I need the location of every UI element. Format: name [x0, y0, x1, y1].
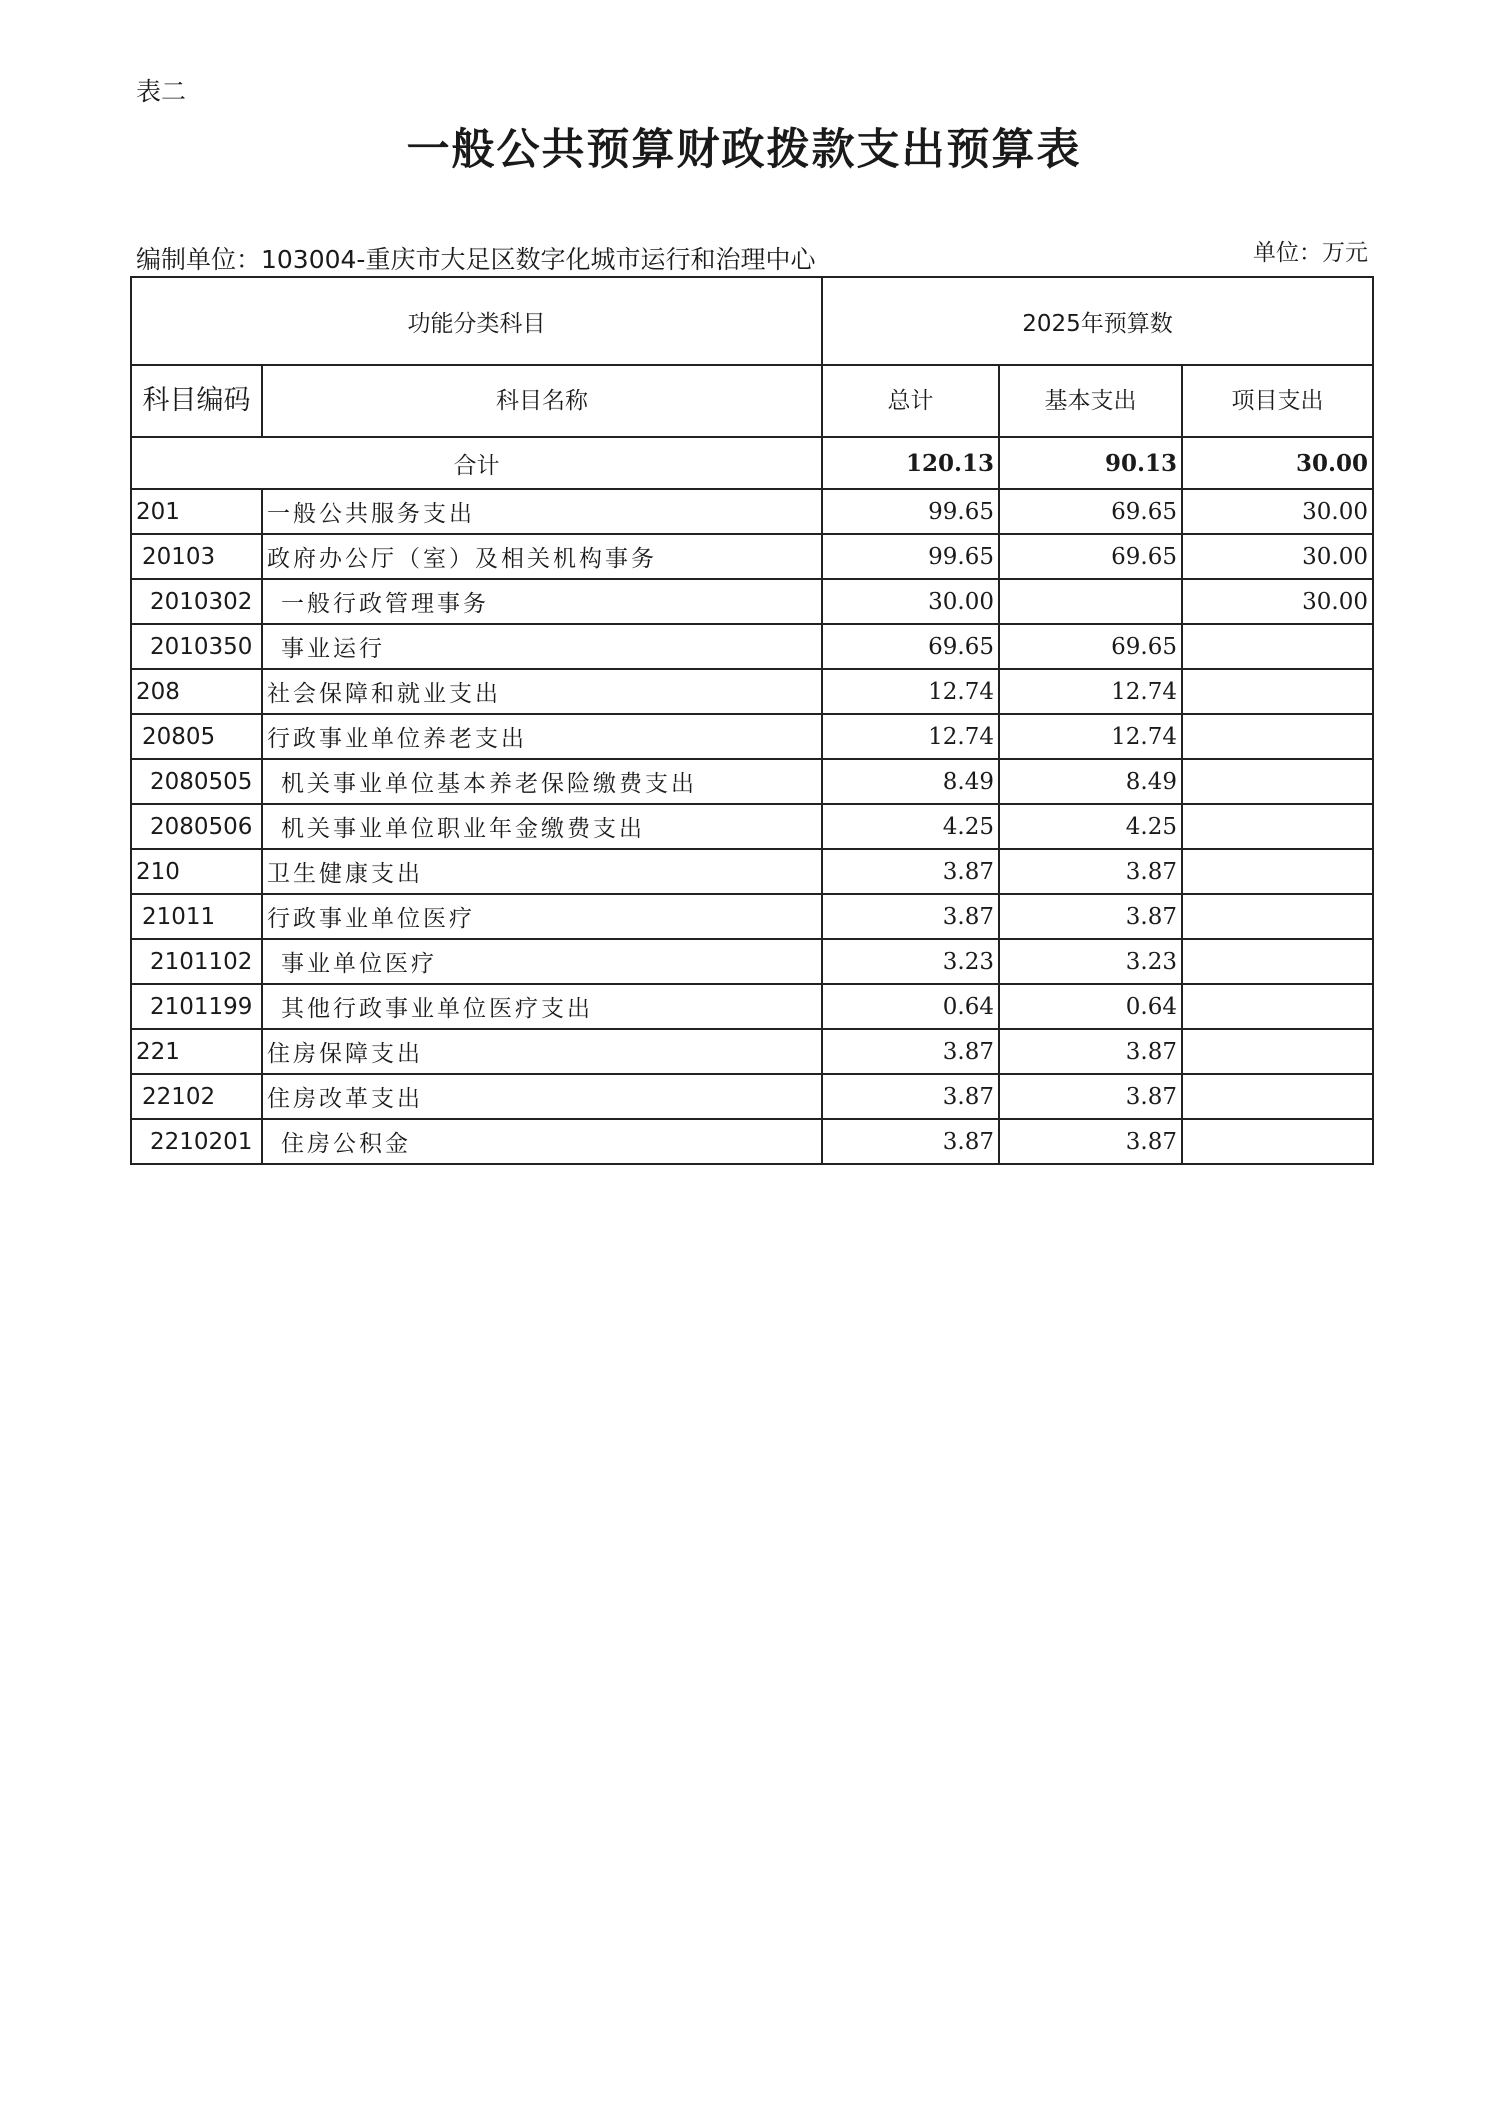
- row-total: 0.64: [822, 984, 999, 1029]
- row-total: 30.00: [822, 579, 999, 624]
- row-project: [1182, 714, 1373, 759]
- row-code: 20805: [131, 714, 262, 759]
- row-basic: 69.65: [999, 489, 1182, 534]
- currency-unit: 单位：万元: [1253, 240, 1368, 266]
- row-total: 3.87: [822, 1029, 999, 1074]
- row-basic: 4.25: [999, 804, 1182, 849]
- row-name: 社会保障和就业支出: [262, 669, 822, 714]
- row-project: [1182, 849, 1373, 894]
- header-basic: 基本支出: [999, 365, 1182, 437]
- row-basic: 12.74: [999, 669, 1182, 714]
- row-total: 12.74: [822, 714, 999, 759]
- row-project: [1182, 624, 1373, 669]
- header-budget-year: 2025年预算数: [822, 277, 1373, 365]
- row-total: 3.87: [822, 1119, 999, 1164]
- page-title: 一般公共预算财政拨款支出预算表: [406, 125, 1082, 175]
- header-row-1: [131, 277, 1373, 365]
- row-total: 3.87: [822, 894, 999, 939]
- table-row: [131, 624, 1373, 669]
- table-row: [131, 1074, 1373, 1119]
- table-row: [131, 849, 1373, 894]
- budget-table-body: [131, 277, 1373, 1164]
- row-total: 3.87: [822, 1074, 999, 1119]
- row-name: 政府办公厅（室）及相关机构事务: [262, 534, 822, 579]
- row-code: 22102: [131, 1074, 262, 1119]
- row-code: 201: [131, 489, 262, 534]
- row-name: 卫生健康支出: [262, 849, 822, 894]
- row-name: 住房保障支出: [262, 1029, 822, 1074]
- row-name: 住房改革支出: [262, 1074, 822, 1119]
- row-name: 行政事业单位养老支出: [262, 714, 822, 759]
- row-total: 69.65: [822, 624, 999, 669]
- table-row: [131, 669, 1373, 714]
- row-code: 2101199: [131, 984, 262, 1029]
- row-basic: 12.74: [999, 714, 1182, 759]
- row-code: 2010350: [131, 624, 262, 669]
- compiling-unit: 编制单位：103004-重庆市大足区数字化城市运行和治理中心: [136, 245, 816, 274]
- row-project: [1182, 669, 1373, 714]
- row-name: 其他行政事业单位医疗支出: [262, 984, 822, 1029]
- table-row: [131, 1029, 1373, 1074]
- row-basic: 3.87: [999, 849, 1182, 894]
- row-total: 4.25: [822, 804, 999, 849]
- header-total: 总计: [822, 365, 999, 437]
- row-name: 住房公积金: [262, 1119, 822, 1164]
- row-name: 机关事业单位基本养老保险缴费支出: [262, 759, 822, 804]
- row-project: 30.00: [1182, 579, 1373, 624]
- row-code: 210: [131, 849, 262, 894]
- row-project: [1182, 1119, 1373, 1164]
- row-basic: 3.87: [999, 1074, 1182, 1119]
- total-row: [131, 437, 1373, 489]
- row-basic: 3.87: [999, 1029, 1182, 1074]
- header-row-2: [131, 365, 1373, 437]
- total-label: 合计: [131, 437, 822, 489]
- row-code: 21011: [131, 894, 262, 939]
- row-basic: 69.65: [999, 624, 1182, 669]
- row-basic: 3.23: [999, 939, 1182, 984]
- total-sum: 120.13: [822, 437, 999, 489]
- row-name: 一般行政管理事务: [262, 579, 822, 624]
- row-project: [1182, 1074, 1373, 1119]
- row-total: 8.49: [822, 759, 999, 804]
- row-total: 99.65: [822, 489, 999, 534]
- total-basic: 90.13: [999, 437, 1182, 489]
- header-functional-category: 功能分类科目: [131, 277, 822, 365]
- row-name: 机关事业单位职业年金缴费支出: [262, 804, 822, 849]
- row-total: 3.87: [822, 849, 999, 894]
- table-row: [131, 714, 1373, 759]
- row-total: 3.23: [822, 939, 999, 984]
- row-project: [1182, 939, 1373, 984]
- row-total: 12.74: [822, 669, 999, 714]
- row-project: [1182, 984, 1373, 1029]
- row-project: [1182, 804, 1373, 849]
- row-name: 一般公共服务支出: [262, 489, 822, 534]
- table-row: [131, 534, 1373, 579]
- header-code: 科目编码: [131, 365, 262, 437]
- row-code: 2210201: [131, 1119, 262, 1164]
- row-basic: 8.49: [999, 759, 1182, 804]
- row-code: 2010302: [131, 579, 262, 624]
- total-project: 30.00: [1182, 437, 1373, 489]
- row-basic: [999, 579, 1182, 624]
- row-name: 事业单位医疗: [262, 939, 822, 984]
- row-code: 2080506: [131, 804, 262, 849]
- header-name: 科目名称: [262, 365, 822, 437]
- table-row: [131, 894, 1373, 939]
- table-row: [131, 984, 1373, 1029]
- row-basic: 0.64: [999, 984, 1182, 1029]
- row-code: 2080505: [131, 759, 262, 804]
- table-row: [131, 579, 1373, 624]
- row-code: 20103: [131, 534, 262, 579]
- budget-table: [130, 276, 1374, 1165]
- row-basic: 69.65: [999, 534, 1182, 579]
- row-project: [1182, 1029, 1373, 1074]
- row-project: [1182, 894, 1373, 939]
- sheet-tag: 表二: [136, 77, 187, 106]
- row-code: 208: [131, 669, 262, 714]
- table-row: [131, 939, 1373, 984]
- table-row: [131, 804, 1373, 849]
- table-row: [131, 489, 1373, 534]
- row-basic: 3.87: [999, 894, 1182, 939]
- row-name: 行政事业单位医疗: [262, 894, 822, 939]
- row-basic: 3.87: [999, 1119, 1182, 1164]
- header-project: 项目支出: [1182, 365, 1373, 437]
- row-code: 221: [131, 1029, 262, 1074]
- table-row: [131, 759, 1373, 804]
- row-project: [1182, 759, 1373, 804]
- table-row: [131, 1119, 1373, 1164]
- row-name: 事业运行: [262, 624, 822, 669]
- row-project: 30.00: [1182, 534, 1373, 579]
- row-code: 2101102: [131, 939, 262, 984]
- row-total: 99.65: [822, 534, 999, 579]
- row-project: 30.00: [1182, 489, 1373, 534]
